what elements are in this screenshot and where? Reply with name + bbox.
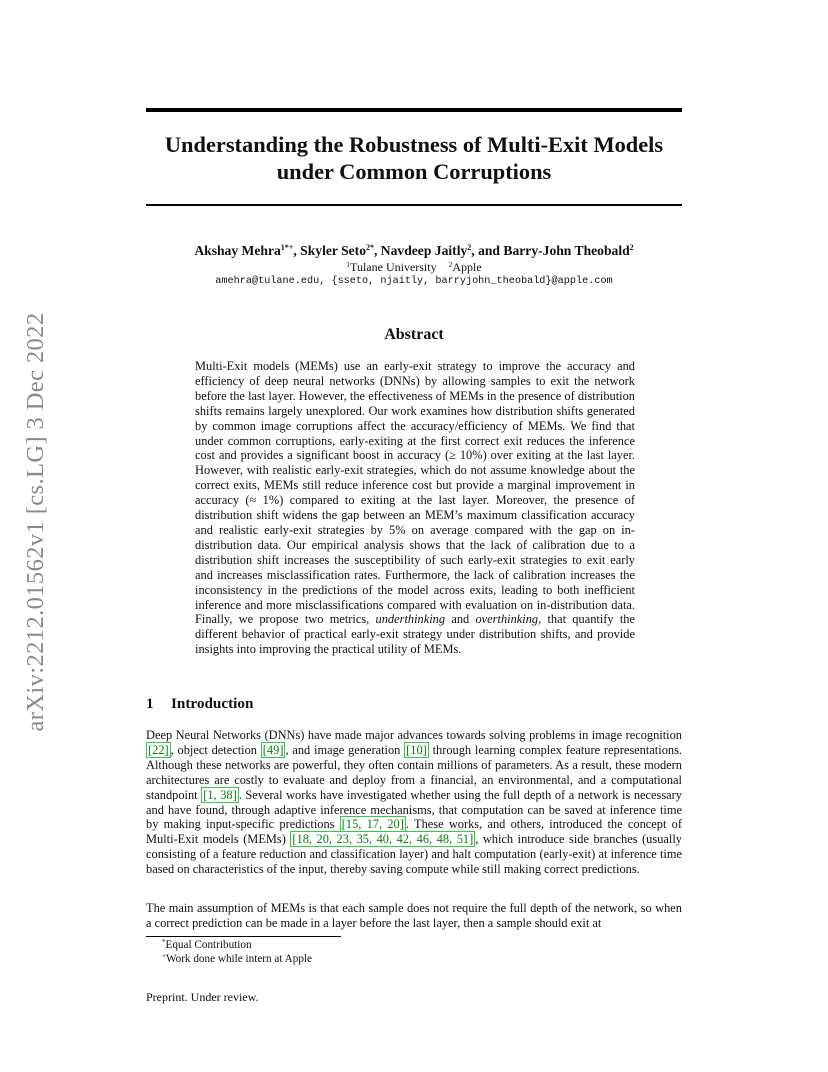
footnote-mark: + [162, 952, 166, 960]
abstract-text: and [451, 612, 470, 627]
intro-text: Deep Neural Networks (DNNs) have made major advances towards solving problems in image recognition [146, 728, 682, 742]
title-line-2: under Common Corruptions [276, 159, 552, 184]
abstract-heading: Abstract [384, 326, 444, 343]
preprint-note: Preprint. Under review. [146, 990, 259, 1004]
citation-link[interactable]: [18, 20, 23, 35, 40, 42, 46, 48, 51] [292, 832, 474, 847]
affiliation-name: Tulane University [350, 260, 437, 274]
author-name: Skyler Seto [300, 243, 366, 258]
intro-text: , which introduce side branches (usually consisting of a feature reduction and classification layer) and halt computation (early-exit) at inference time based on characteristics of the input, thereby saving compute while still making correct predictions. [146, 832, 682, 877]
abstract-body [195, 359, 635, 657]
author-mark: 1*+ [280, 243, 294, 252]
affiliation-mark: 2 [448, 260, 453, 269]
author-name: Barry-John Theobald [503, 243, 630, 258]
footnote-mark: * [162, 938, 166, 946]
intro-text: , and image generation [285, 742, 405, 757]
author-name: Akshay Mehra [194, 243, 281, 258]
abstract-term: underthinking [375, 612, 446, 627]
footnote [162, 939, 252, 951]
paper-title [146, 131, 682, 185]
footnote-rule [146, 936, 341, 937]
intro-text: through learning complex feature representations. Although these networks are powerful, they often contain millions of parameters. As a result, these modern architectures are costly to evaluate and deploy from a financial, an environmental, and a computational standpoint [146, 742, 682, 802]
intro-text: . Several works have investigated whether using the full depth of a network is necessary and have found, through adaptive inference mechanisms, that computation can be saved at inference time by making input-specific predictions [146, 787, 682, 832]
citation-link[interactable]: [15, 17, 20] [341, 817, 404, 832]
citation-link[interactable]: [10] [406, 742, 427, 757]
section-title: Introduction [171, 695, 254, 712]
citation-link[interactable]: [49] [262, 742, 284, 757]
author-emails: amehra@tulane.edu, {sseto, njaitly, barryjohn_theobald}@apple.com [215, 276, 613, 287]
affiliation-mark: 1 [346, 260, 351, 269]
title-line-1: Understanding the Robustness of Multi-Exit Models [164, 132, 664, 157]
title-bottom-rule [146, 204, 682, 206]
author-mark: 2 [629, 243, 634, 252]
abstract-text: , that quantify the different behavior of practical early-exit strategy under distribution shifts, and provide insights into improving the practical utility of MEMs. [195, 612, 635, 657]
affiliation-name: Apple [452, 260, 482, 274]
footnote-text: Work done while intern at Apple [165, 953, 313, 965]
section-heading [146, 695, 253, 713]
abstract-text: Multi-Exit models (MEMs) use an early-exit strategy to improve the accuracy and efficiency of deep neural networks (DNNs) by allowing samples to exit the network before the last layer. However, the effectiveness of MEMs in the presence of distribution shifts remains largely unexplored. Our work examines how distribution shifts generated by common image corruptions affect the accuracy/efficiency of MEMs. We find that under common corruptions, early-exiting at the first correct exit reduces the inference cost and provides a significant boost in accuracy (≥ 10%) over exiting at the last layer. However, with realistic early-exit strategies, which do not assume knowledge about the correct exits, MEMs still reduce inference cost but provide a marginal improvement in accuracy (≈ 1%) compared to exiting at the last layer. Moreover, the presence of distribution shift widens the gap between an MEM’s maximum classification accuracy and realistic early-exit strategies by 5% on average compared with the gap on in-distribution data. Our empirical analysis shows that the lack of calibration due to a distribution shift increases the susceptibility of such early-exit strategies to exit early and increases misclassification rates. Furthermore, the lack of calibration increases the inconsistency in the predictions of the model across exits, leading to both inefficient inference and more misclassifications compared with evaluation on in-distribution data. Finally, we propose two metrics, [195, 359, 635, 627]
intro-paragraph-2: The main assumption of MEMs is that each sample does not require the full depth of the network, so when a correct prediction can be made in a layer before the last layer, then a sample should exit at [146, 901, 682, 930]
arxiv-stamp-text: arXiv:2212.01562v1 [cs.LG] 3 Dec 2022 [22, 312, 49, 732]
footnote [162, 953, 312, 965]
footnote-text: Equal Contribution [165, 939, 252, 951]
intro-text: , object detection [170, 742, 261, 757]
intro-paragraph-1 [146, 728, 682, 877]
section-number: 1 [146, 695, 154, 712]
author-mark: 2* [366, 243, 374, 252]
author-separator: , and [471, 243, 504, 258]
intro-text: . These works, and others, introduced the concept of Multi-Exit models (MEMs) [146, 817, 682, 847]
author-separator: , [374, 243, 381, 258]
title-top-rule [146, 108, 682, 112]
author-mark: 2 [467, 243, 472, 252]
affiliations [146, 260, 682, 275]
citation-link[interactable]: [1, 38] [203, 787, 237, 802]
author-separator: , [293, 243, 301, 258]
author-list [120, 243, 708, 259]
citation-link[interactable]: [22] [148, 742, 169, 757]
abstract-term: overthinking [475, 612, 539, 627]
author-name: Navdeep Jaitly [380, 243, 468, 258]
